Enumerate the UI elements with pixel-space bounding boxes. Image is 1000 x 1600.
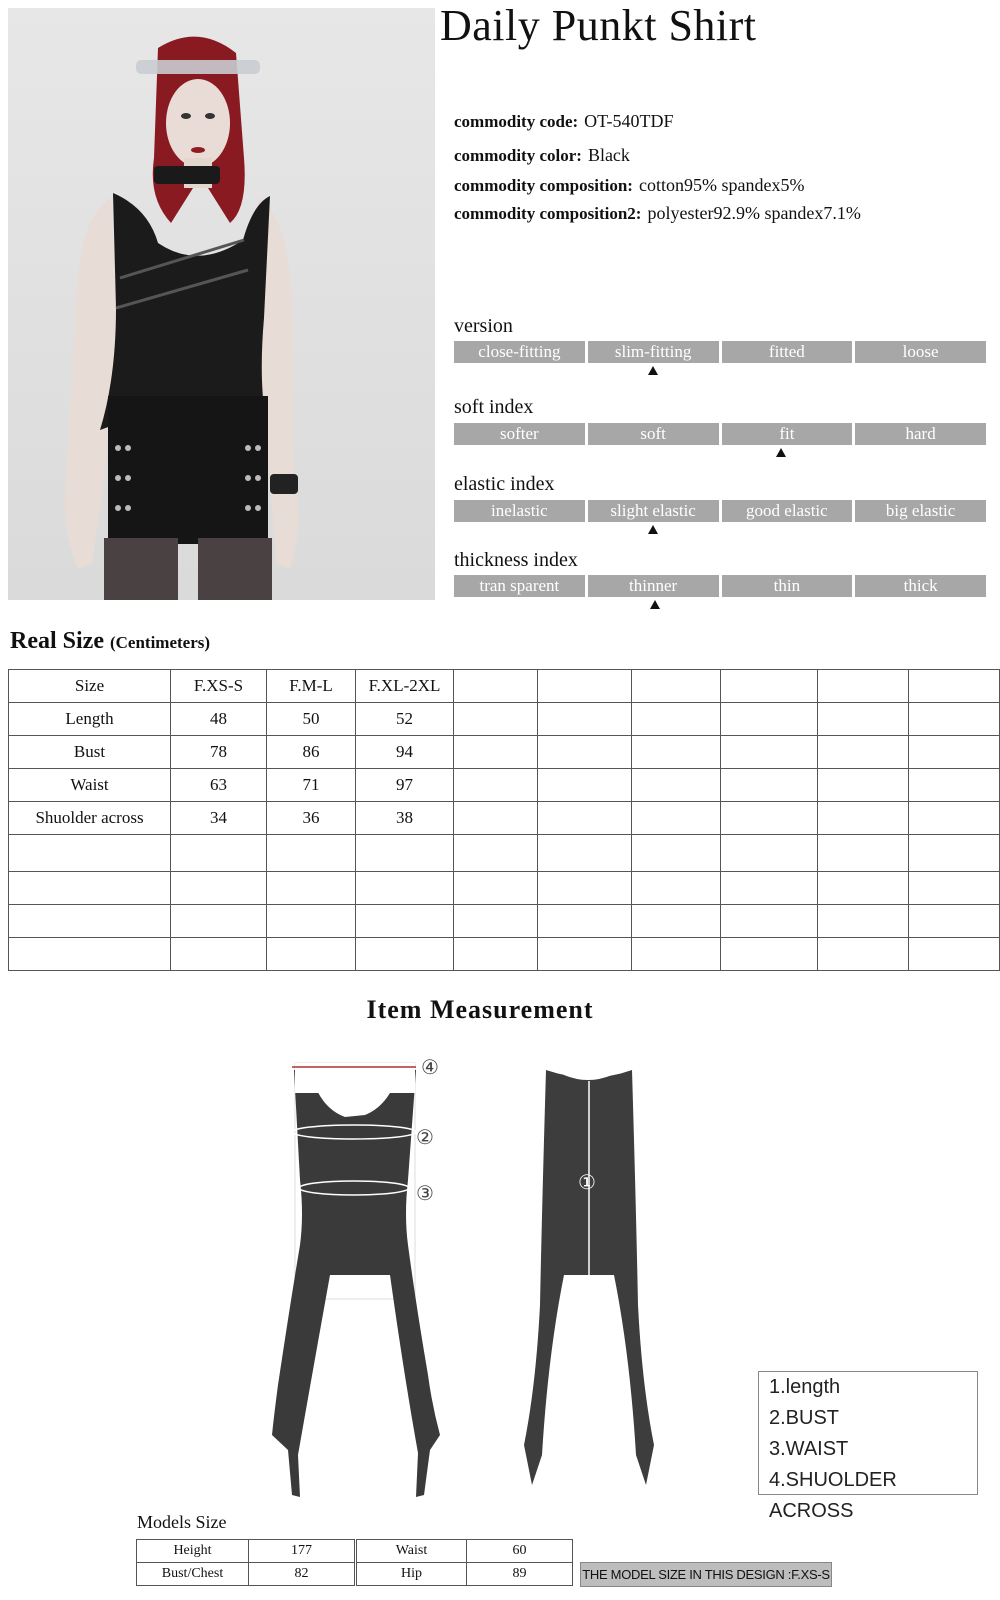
version-marker (648, 366, 658, 375)
table-cell: 48 (171, 703, 267, 736)
table-row (357, 1540, 573, 1563)
legend-item: 2.BUST (769, 1407, 840, 1429)
models-table-right (356, 1539, 573, 1586)
table-row (9, 802, 1000, 835)
soft-index-option: hard (855, 423, 986, 445)
item-measurement-heading: Item Measurement (366, 995, 594, 1024)
garment-back (524, 1067, 654, 1485)
table-cell: Waist (357, 1540, 467, 1563)
table-row (9, 703, 1000, 736)
table-cell: Bust (9, 736, 171, 769)
model-photo (8, 8, 435, 600)
table-cell: Length (9, 703, 171, 736)
soft-index-scale (454, 423, 986, 445)
soft-index-option: soft (588, 423, 719, 445)
table-cell: 177 (249, 1540, 355, 1563)
thickness-index-option: thick (855, 575, 986, 597)
elastic-index-scale (454, 500, 986, 522)
measurement-legend (758, 1371, 978, 1522)
version-option: loose (855, 341, 986, 363)
table-cell: Hip (357, 1563, 467, 1586)
table-header-cell: F.XL-2XL (356, 670, 454, 703)
table-cell: 89 (467, 1563, 573, 1586)
marker-4: ④ (421, 1057, 439, 1079)
model-size-note: THE MODEL SIZE IN THIS DESIGN :F.XS-S (580, 1562, 832, 1587)
version-scale (454, 341, 986, 363)
elastic-index-marker (648, 525, 658, 534)
size-table (8, 669, 1000, 971)
table-cell: 78 (171, 736, 267, 769)
table-row (9, 938, 1000, 971)
elastic-index-label: elastic index (454, 473, 555, 495)
elastic-index-option: good elastic (722, 500, 853, 522)
table-cell: 97 (356, 769, 454, 802)
table-row (357, 1563, 573, 1586)
table-cell: 38 (356, 802, 454, 835)
marker-2: ② (416, 1127, 434, 1149)
elastic-index-option: slight elastic (588, 500, 719, 522)
table-cell: 50 (267, 703, 356, 736)
soft-index-marker (776, 448, 786, 457)
spec-commodity-composition2: commodity composition2: polyester92.9% spandex7.1% (454, 203, 861, 223)
real-size-heading: Real Size (Centimeters) (10, 628, 211, 654)
table-cell: 94 (356, 736, 454, 769)
marker-3: ③ (416, 1183, 434, 1205)
spec-commodity-code: commodity code: OT-540TDF (454, 111, 674, 131)
table-row (9, 769, 1000, 802)
table-row (137, 1540, 355, 1563)
thickness-index-marker (650, 600, 660, 609)
table-cell: 60 (467, 1540, 573, 1563)
table-row (9, 670, 1000, 703)
product-title: Daily Punkt Shirt (440, 1, 757, 50)
table-cell: Shuolder across (9, 802, 171, 835)
version-label: version (454, 315, 513, 337)
table-header-cell: F.XS-S (171, 670, 267, 703)
soft-index-option: fit (722, 423, 853, 445)
thickness-index-label: thickness index (454, 549, 578, 571)
garment-front (272, 1063, 440, 1497)
table-row (9, 872, 1000, 905)
models-size-heading: Models Size (137, 1512, 227, 1532)
thickness-index-option: thin (722, 575, 853, 597)
legend-item: 1.length (769, 1376, 841, 1398)
table-cell: 82 (249, 1563, 355, 1586)
thickness-index-option: thinner (588, 575, 719, 597)
marker-1: ① (578, 1172, 596, 1194)
version-option: fitted (722, 341, 853, 363)
spec-commodity-composition: commodity composition: cotton95% spandex5% (454, 175, 805, 195)
table-row (9, 905, 1000, 938)
table-cell: 63 (171, 769, 267, 802)
table-row (137, 1563, 355, 1586)
garment-diagram (270, 1055, 710, 1505)
soft-index-option: softer (454, 423, 585, 445)
table-cell: 86 (267, 736, 356, 769)
version-option: slim-fitting (588, 341, 719, 363)
table-cell: 36 (267, 802, 356, 835)
thickness-index-scale (454, 575, 986, 597)
table-header-cell: F.M-L (267, 670, 356, 703)
models-table-left (136, 1539, 355, 1586)
soft-index-label: soft index (454, 396, 534, 418)
spec-commodity-color: commodity color: Black (454, 145, 630, 165)
table-row (9, 736, 1000, 769)
table-row (9, 835, 1000, 872)
elastic-index-option: big elastic (855, 500, 986, 522)
table-cell: 34 (171, 802, 267, 835)
table-cell: Height (137, 1540, 249, 1563)
legend-item: 3.WAIST (769, 1438, 849, 1460)
table-cell: 52 (356, 703, 454, 736)
table-cell: 71 (267, 769, 356, 802)
table-header-cell: Size (9, 670, 171, 703)
legend-item: 4.SHUOLDER ACROSS (769, 1469, 897, 1522)
table-cell: Waist (9, 769, 171, 802)
version-option: close-fitting (454, 341, 585, 363)
table-cell: Bust/Chest (137, 1563, 249, 1586)
elastic-index-option: inelastic (454, 500, 585, 522)
thickness-index-option: tran sparent (454, 575, 585, 597)
